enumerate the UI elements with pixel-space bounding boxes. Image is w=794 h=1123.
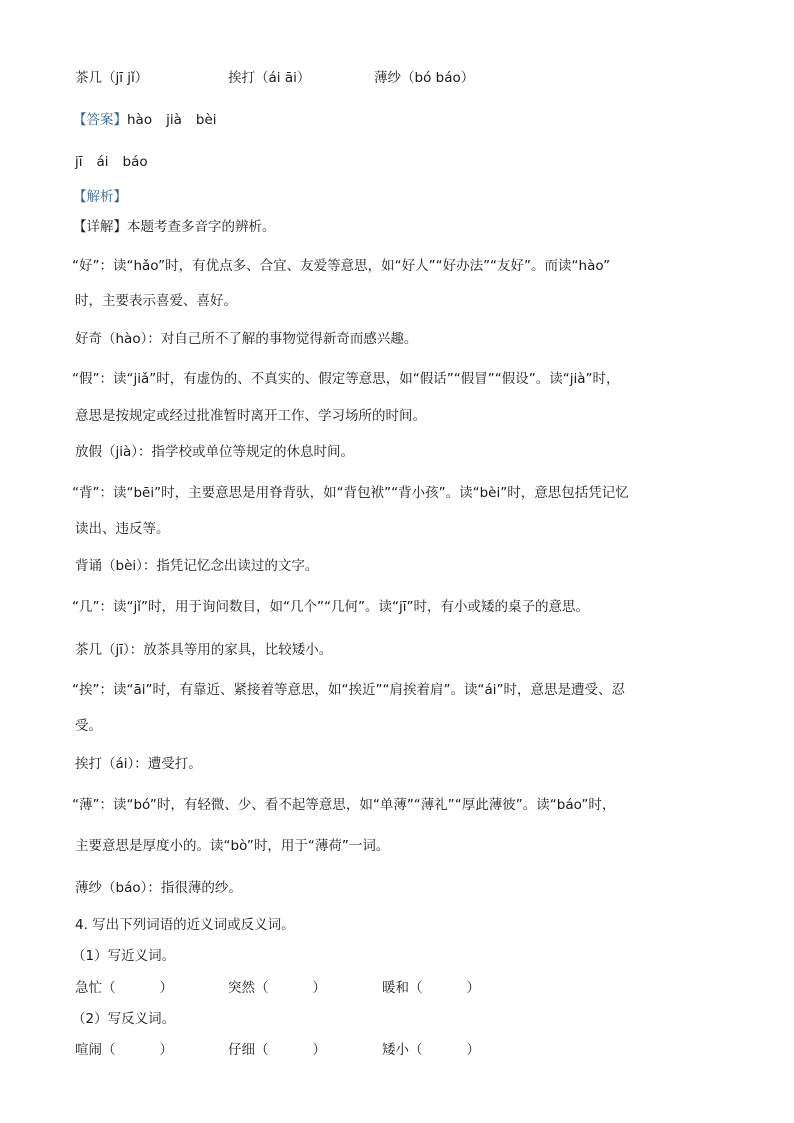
- analysis-tag: 【解析】: [73, 189, 127, 205]
- q4-part1-label: （1）写近义词。: [72, 948, 176, 964]
- q4-title: 4. 写出下列词语的近义词或反义词。: [75, 917, 295, 933]
- paragraph-aida: 挨打（ái）：遭受打。: [75, 756, 202, 772]
- paragraph-bei-2: 读出、违反等。: [75, 521, 170, 537]
- detail-intro: 本题考查多音字的辨析。: [127, 219, 276, 235]
- paragraph-bao-1: “薄”：读“bó”时，有轻微、少、看不起等意思，如“单薄”“薄礼”“厚此薄彼”。读“báo”时，: [72, 797, 616, 813]
- close-paren: ）: [466, 1042, 480, 1058]
- answer-tag: 【答案】: [73, 112, 127, 128]
- paragraph-chaji: 茶几（jī）：放茶具等用的家具，比较矮小。: [75, 642, 333, 658]
- open-paren: （: [409, 980, 423, 996]
- q3-option-1: [75, 68, 148, 88]
- paragraph-fangjia: 放假（jià）：指学校或单位等规定的休息时间。: [75, 444, 355, 460]
- q3-word: 茶几: [75, 70, 102, 86]
- q4-word: 喧闹: [75, 1042, 102, 1058]
- paragraph-baosha: 薄纱（báo）：指很薄的纱。: [75, 880, 242, 896]
- q3-pinyin: （jī jǐ）: [102, 70, 149, 86]
- paragraph-hao-1: “好”：读“hǎo”时，有优点多、合宜、友爱等意思，如“好人”“好办法”“友好”。而读“hào”: [72, 258, 611, 274]
- answer-pinyin: jī: [75, 154, 83, 170]
- q4-item: [382, 1040, 480, 1060]
- paragraph-bao-2: 主要意思是厚度小的。读“bò”时，用于“薄荷”一词。: [75, 838, 390, 854]
- paragraph-ai-2: 受。: [75, 718, 102, 734]
- q3-option-3: [374, 68, 474, 88]
- q4-item: [228, 978, 326, 998]
- q3-word: 挨打: [228, 70, 255, 86]
- answer-line-1: [73, 110, 217, 130]
- paragraph-hao-2: 时，主要表示喜爱、喜好。: [75, 293, 237, 309]
- open-paren: （: [409, 1042, 423, 1058]
- open-paren: （: [102, 1042, 116, 1058]
- paragraph-jia-1: “假”：读“jiǎ”时，有虚伪的、不真实的、假定等意思，如“假话”“假冒”“假设”。读“jià”时，: [72, 371, 620, 387]
- q4-word: 急忙: [75, 980, 102, 996]
- paragraph-haoqi: 好奇（hào）：对自己所不了解的事物觉得新奇而感兴趣。: [75, 331, 418, 347]
- close-paren: ）: [159, 1042, 173, 1058]
- q3-pinyin: （bó báo）: [401, 70, 475, 86]
- q4-item: [75, 978, 173, 998]
- close-paren: ）: [312, 980, 326, 996]
- q4-item: [382, 978, 480, 998]
- q4-word: 矮小: [382, 1042, 409, 1058]
- q4-word: 突然: [228, 980, 255, 996]
- answer-pinyin: báo: [122, 154, 148, 170]
- open-paren: （: [255, 1042, 269, 1058]
- answer-pinyin: hào: [127, 112, 153, 128]
- answer-pinyin: bèi: [195, 112, 217, 128]
- q4-item: [228, 1040, 326, 1060]
- q4-part2-label: （2）写反义词。: [72, 1011, 176, 1027]
- q4-word: 暖和: [382, 980, 409, 996]
- paragraph-jia-2: 意思是按规定或经过批准暂时离开工作、学习场所的时间。: [75, 408, 426, 424]
- q4-item: [75, 1040, 173, 1060]
- q3-word: 薄纱: [374, 70, 401, 86]
- answer-pinyin: jià: [166, 112, 182, 128]
- close-paren: ）: [159, 980, 173, 996]
- q4-word: 仔细: [228, 1042, 255, 1058]
- detail-tag: 【详解】: [73, 219, 127, 235]
- open-paren: （: [255, 980, 269, 996]
- close-paren: ）: [312, 1042, 326, 1058]
- q3-option-2: [228, 68, 310, 88]
- q3-pinyin: （ái āi）: [255, 70, 311, 86]
- close-paren: ）: [466, 980, 480, 996]
- answer-pinyin: ái: [96, 154, 109, 170]
- detail-line: [73, 217, 276, 237]
- paragraph-bei-1: “背”：读“bēi”时，主要意思是用脊背驮，如“背包袱”“背小孩”。读“bèi”时，意思包括凭记忆: [72, 485, 629, 501]
- answer-line-2: [75, 152, 148, 172]
- open-paren: （: [102, 980, 116, 996]
- paragraph-ai-1: “挨”：读“āi”时，有靠近、紧接着等意思，如“挨近”“肩挨着肩”。读“ái”时，意思是遭受、忍: [72, 682, 625, 698]
- paragraph-ji: “几”：读“jǐ”时，用于询问数目，如“几个”“几何”。读“jī”时，有小或矮的桌子的意思。: [72, 599, 589, 615]
- paragraph-beisong: 背诵（bèi）：指凭记忆念出读过的文字。: [75, 558, 319, 574]
